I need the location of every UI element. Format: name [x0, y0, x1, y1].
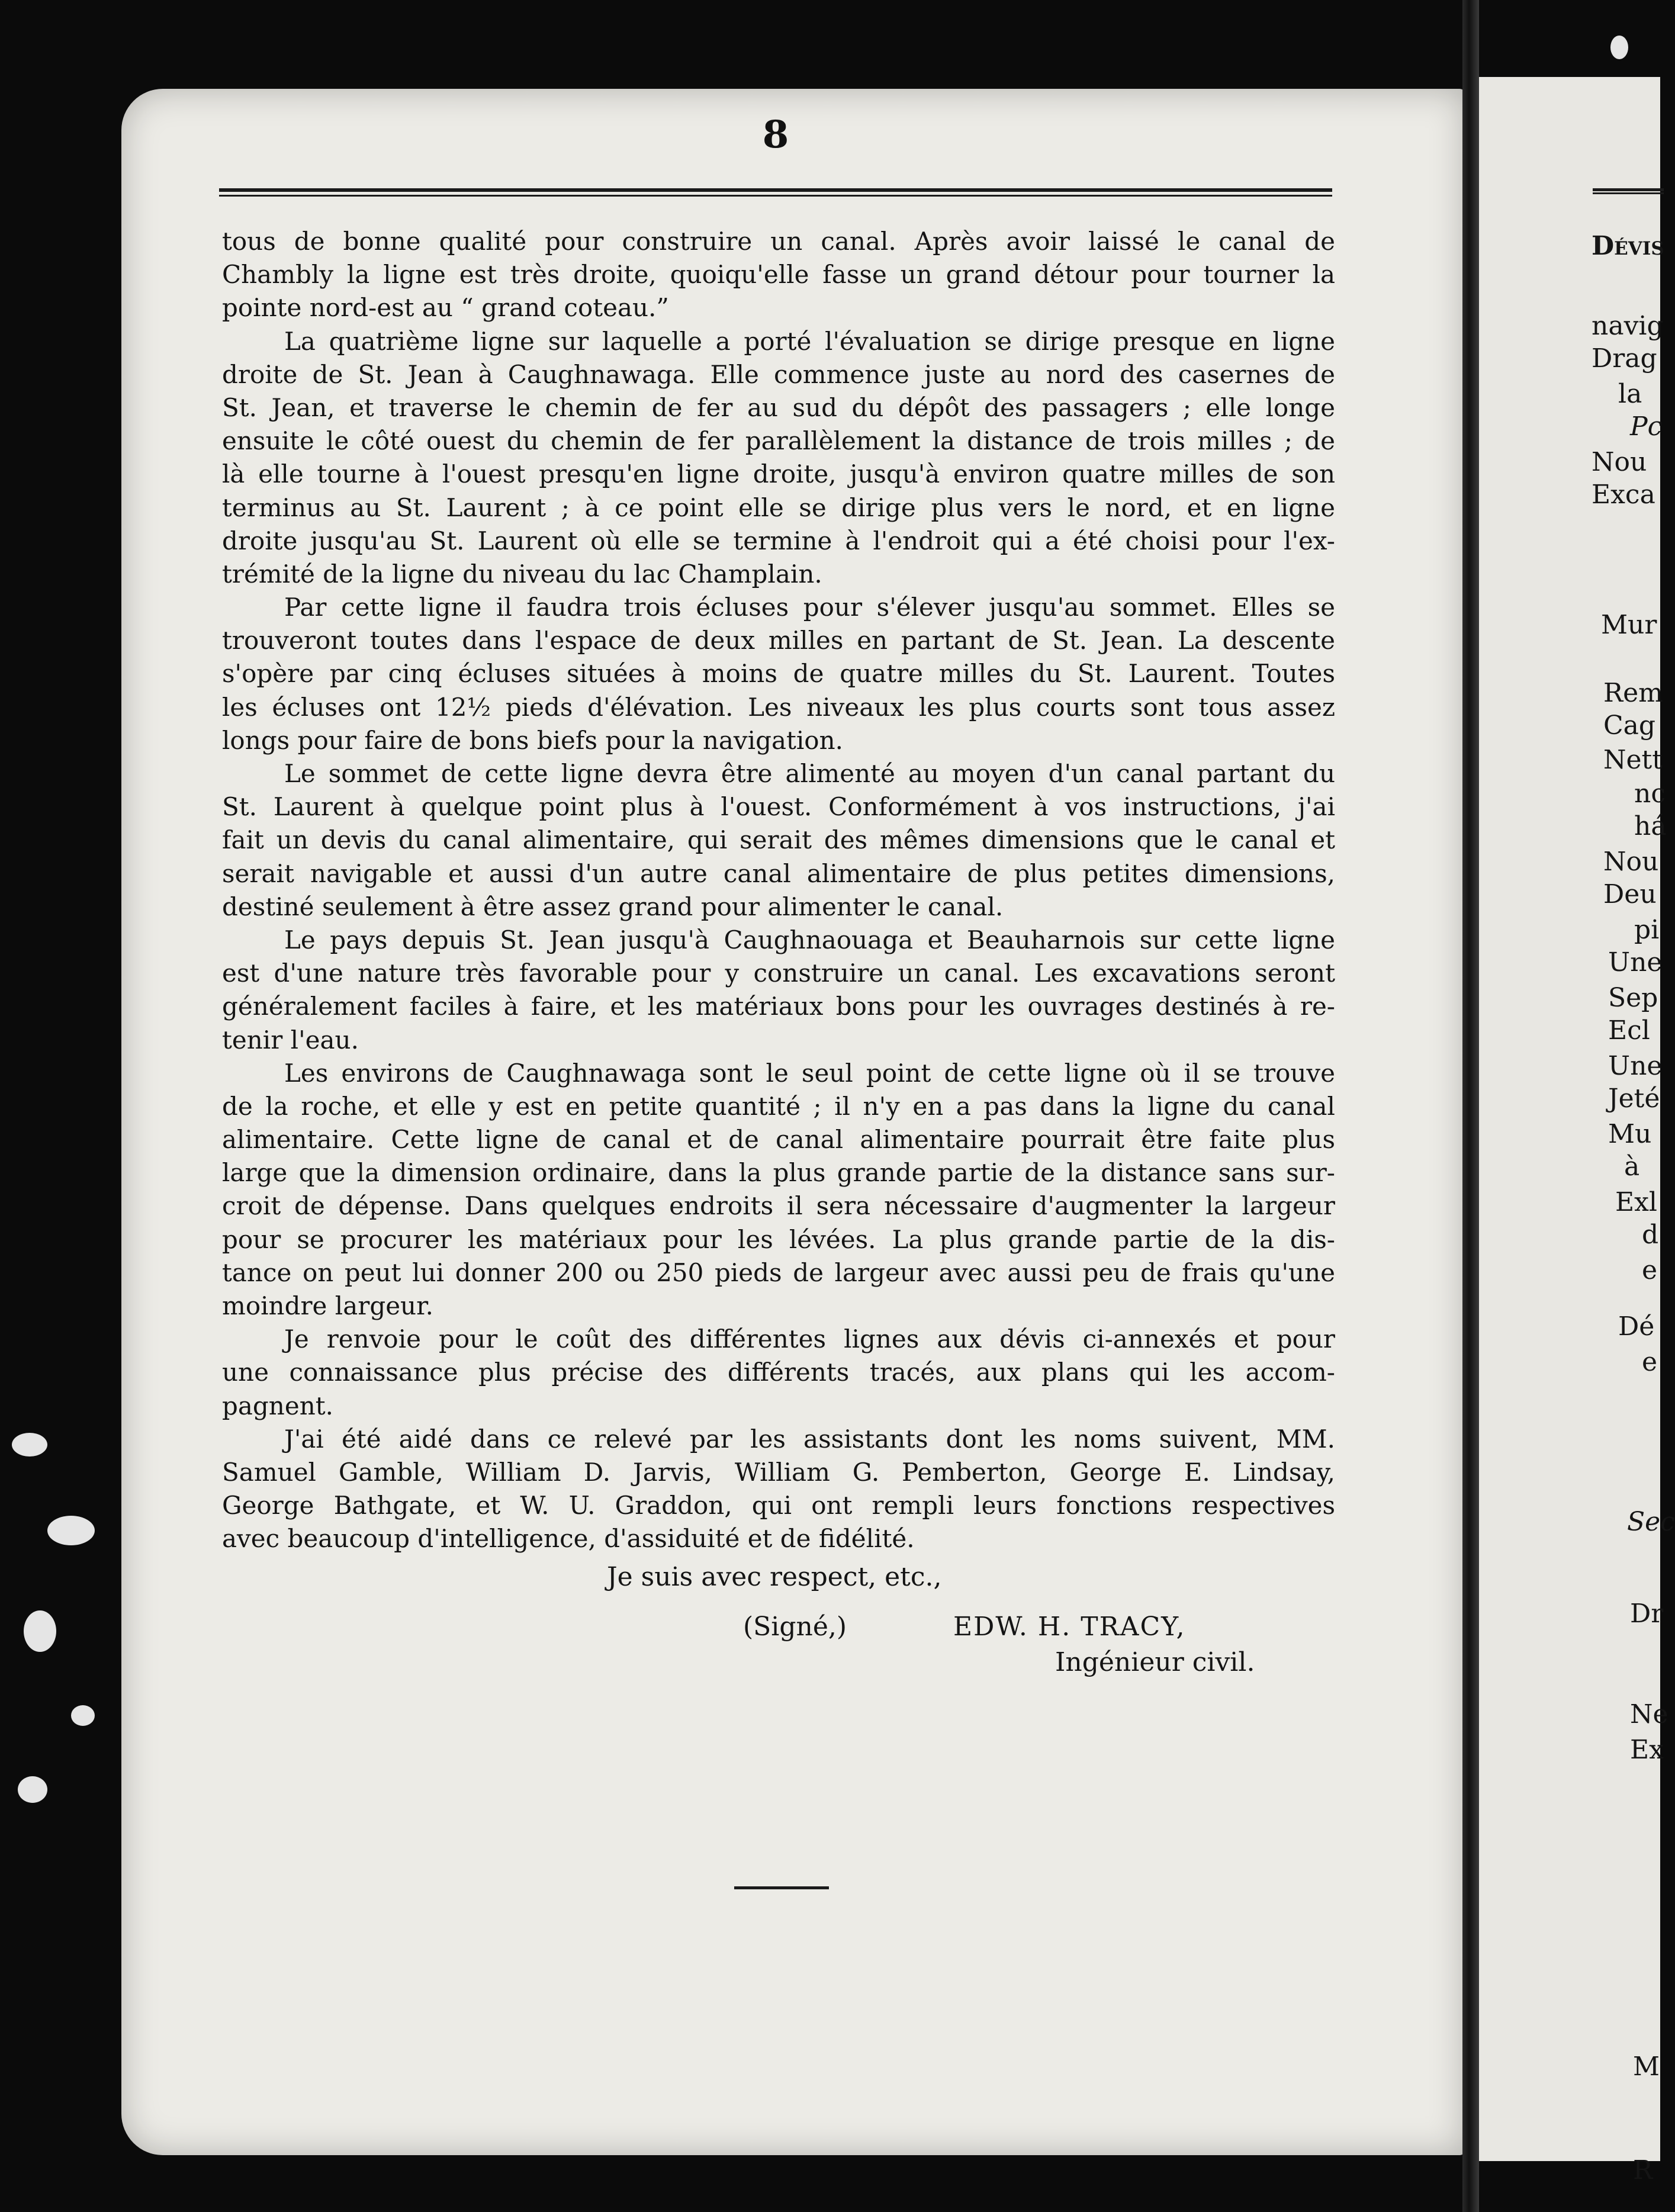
- text-line: fait un devis du canal alimentaire, qui serait des mêmes dimensions que le canal et: [222, 825, 1335, 855]
- text-line: Les environs de Caughnawaga sont le seul point de cette ligne où il se trouve: [284, 1058, 1335, 1088]
- right-page-fragment-line: Sec: [1627, 1507, 1675, 1537]
- scan-speck: [1610, 36, 1628, 59]
- right-page-fragment-line: Une: [1608, 947, 1663, 978]
- scan-speck: [24, 1610, 56, 1652]
- text-line: de la roche, et elle y est en petite quantité ; il n'y en a pas dans la ligne du canal: [222, 1091, 1335, 1121]
- text-line: Chambly la ligne est très droite, quoiqu'elle fasse un grand détour pour tourner la: [222, 260, 1335, 290]
- text-line: droite de St. Jean à Caughnawaga. Elle commence juste au nord des casernes de: [222, 359, 1335, 389]
- text-line: est d'une nature très favorable pour y construire un canal. Les excavations seront: [222, 959, 1335, 988]
- text-line: généralement faciles à faire, et les matériaux bons pour les ouvrages destinés à re-: [222, 992, 1335, 1021]
- closing-salutation: Je suis avec respect, etc.,: [607, 1562, 942, 1592]
- text-line: moindre largeur.: [222, 1291, 433, 1320]
- text-line: St. Laurent à quelque point plus à l'ouest. Conformément à vos instructions, j'ai: [222, 792, 1335, 822]
- text-line: avec beaucoup d'intelligence, d'assiduité et de fidélité.: [222, 1524, 915, 1554]
- text-line: les écluses ont 12½ pieds d'élévation. Les niveaux les plus courts sont tous assez: [222, 692, 1335, 722]
- text-line: trouveront toutes dans l'espace de deux milles en partant de St. Jean. La descente: [222, 626, 1335, 655]
- scan-speck: [18, 1776, 47, 1803]
- right-page-fragment-line: Deu: [1603, 879, 1657, 909]
- page-number: 8: [762, 112, 789, 157]
- right-page-fragment-line: R: [1633, 2155, 1653, 2185]
- right-page-fragment-line: Exca: [1592, 480, 1655, 510]
- text-line: pour se procurer les matériaux pour les lévées. La plus grande partie de la dis-: [222, 1224, 1335, 1254]
- text-line: tance on peut lui donner 200 ou 250 pieds de largeur avec aussi peu de frais qu'une: [222, 1258, 1335, 1287]
- text-line: Le sommet de cette ligne devra être alimenté au moyen d'un canal partant du: [284, 759, 1335, 788]
- text-line: pointe nord-est au “ grand coteau.”: [222, 293, 669, 323]
- text-line: serait navigable et aussi d'un autre canal alimentaire de plus petites dimensions,: [222, 859, 1335, 888]
- right-page-fragment-line: Mur: [1601, 610, 1657, 640]
- text-line: terminus au St. Laurent ; à ce point elle se dirige plus vers le nord, et en ligne: [222, 493, 1335, 522]
- right-page-fragment-line: à: [1624, 1152, 1640, 1182]
- right-page-fragment-line: Drag: [1592, 343, 1657, 374]
- text-line: s'opère par cinq écluses situées à moins de quatre milles du St. Laurent. Toutes: [222, 659, 1335, 689]
- text-line: Par cette ligne il faudra trois écluses pour s'élever jusqu'au sommet. Elles se: [284, 593, 1335, 622]
- right-page-fragment-line: Ecl: [1608, 1015, 1650, 1046]
- header-rule: [219, 188, 1332, 197]
- text-line: Samuel Gamble, William D. Jarvis, William G. Pemberton, George E. Lindsay,: [222, 1457, 1335, 1487]
- text-line: pagnent.: [222, 1391, 333, 1420]
- right-page-text: [1479, 77, 1675, 2185]
- signatory-name: EDW. H. TRACY,: [953, 1612, 1186, 1642]
- right-page-fragment-line: e: [1642, 1347, 1658, 1377]
- scan-speck: [71, 1705, 95, 1726]
- right-page-fragment-line: M: [1633, 2052, 1660, 2082]
- right-page-fragment-line: la: [1618, 379, 1642, 409]
- right-page-fragment-line: Rem: [1603, 678, 1663, 708]
- right-page-fragment-line: Jeté: [1608, 1084, 1660, 1114]
- text-line: tenir l'eau.: [222, 1025, 359, 1054]
- right-page-fragment-line: Ne: [1630, 1699, 1668, 1729]
- right-page-fragment-line: Une: [1608, 1051, 1663, 1081]
- right-page-fragment-line: Mu: [1608, 1119, 1652, 1149]
- text-line: ensuite le côté ouest du chemin de fer parallèlement la distance de trois milles ; de: [222, 426, 1335, 456]
- scan-speck: [12, 1433, 47, 1457]
- right-page-fragment-line: navig: [1592, 311, 1664, 341]
- right-page-fragment-line: Sep: [1608, 983, 1658, 1013]
- right-page-fragment-line: Nou: [1603, 847, 1659, 877]
- right-page-fragment-line: d: [1642, 1220, 1659, 1250]
- text-line: Le pays depuis St. Jean jusqu'à Caughnaouaga et Beauharnois sur cette ligne: [284, 925, 1335, 954]
- right-page-fragment-line: Cag: [1603, 710, 1656, 741]
- right-page-fragment-line: Nou: [1592, 447, 1647, 477]
- right-page-fragment-line: Dé: [1618, 1311, 1655, 1342]
- right-page-fragment-line: nc: [1634, 779, 1666, 809]
- text-line: destiné seulement à être assez grand pour alimenter le canal.: [222, 892, 1004, 921]
- text-line: longs pour faire de bons biefs pour la navigation.: [222, 725, 843, 755]
- right-page-fragment-line: Ex: [1630, 1735, 1664, 1765]
- right-page-heading: Dévis: [1592, 231, 1664, 261]
- text-line: là elle tourne à l'ouest presqu'en ligne droite, jusqu'à environ quatre milles de son: [222, 459, 1335, 489]
- report-body: [222, 225, 1335, 1556]
- text-line: St. Jean, et traverse le chemin de fer au sud du dépôt des passagers ; elle longe: [222, 393, 1335, 422]
- text-line: J'ai été aidé dans ce relevé par les assistants dont les noms suivent, MM.: [284, 1424, 1335, 1454]
- closing-rule: [734, 1886, 829, 1889]
- right-page-fragment-line: Pc: [1630, 411, 1663, 442]
- page-gutter: [1462, 0, 1479, 2212]
- text-line: tous de bonne qualité pour construire un canal. Après avoir laissé le canal de: [222, 227, 1335, 256]
- text-line: croit de dépense. Dans quelques endroits il sera nécessaire d'augmenter la largeur: [222, 1191, 1335, 1221]
- right-page-fragment-line: Exl: [1615, 1187, 1658, 1217]
- text-line: La quatrième ligne sur laquelle a porté l'évaluation se dirige presque en ligne: [284, 326, 1335, 356]
- right-page-fragment-line: pi: [1634, 915, 1660, 945]
- text-line: alimentaire. Cette ligne de canal et de canal alimentaire pourrait être faite plus: [222, 1125, 1335, 1155]
- text-line: George Bathgate, et W. U. Graddon, qui ont rempli leurs fonctions respectives: [222, 1491, 1335, 1520]
- signed-label: (Signé,): [743, 1612, 847, 1642]
- signatory-title: Ingénieur civil.: [1055, 1647, 1255, 1677]
- text-line: Je renvoie pour le coût des différentes lignes aux dévis ci-annexés et pour: [284, 1324, 1335, 1354]
- right-page-fragment-line: e: [1642, 1255, 1658, 1285]
- right-page-fragment-line: há: [1634, 811, 1667, 841]
- text-line: large que la dimension ordinaire, dans la plus grande partie de la distance sans sur-: [222, 1158, 1335, 1188]
- scan-speck: [47, 1516, 95, 1545]
- text-line: une connaissance plus précise des différents tracés, aux plans qui les accom-: [222, 1358, 1335, 1387]
- text-line: trémité de la ligne du niveau du lac Champlain.: [222, 559, 822, 589]
- text-line: droite jusqu'au St. Laurent où elle se termine à l'endroit qui a été choisi pour l'ex-: [222, 526, 1335, 555]
- right-page-fragment-line: Dr: [1630, 1599, 1664, 1629]
- right-page-fragment-line: Nett: [1603, 745, 1663, 775]
